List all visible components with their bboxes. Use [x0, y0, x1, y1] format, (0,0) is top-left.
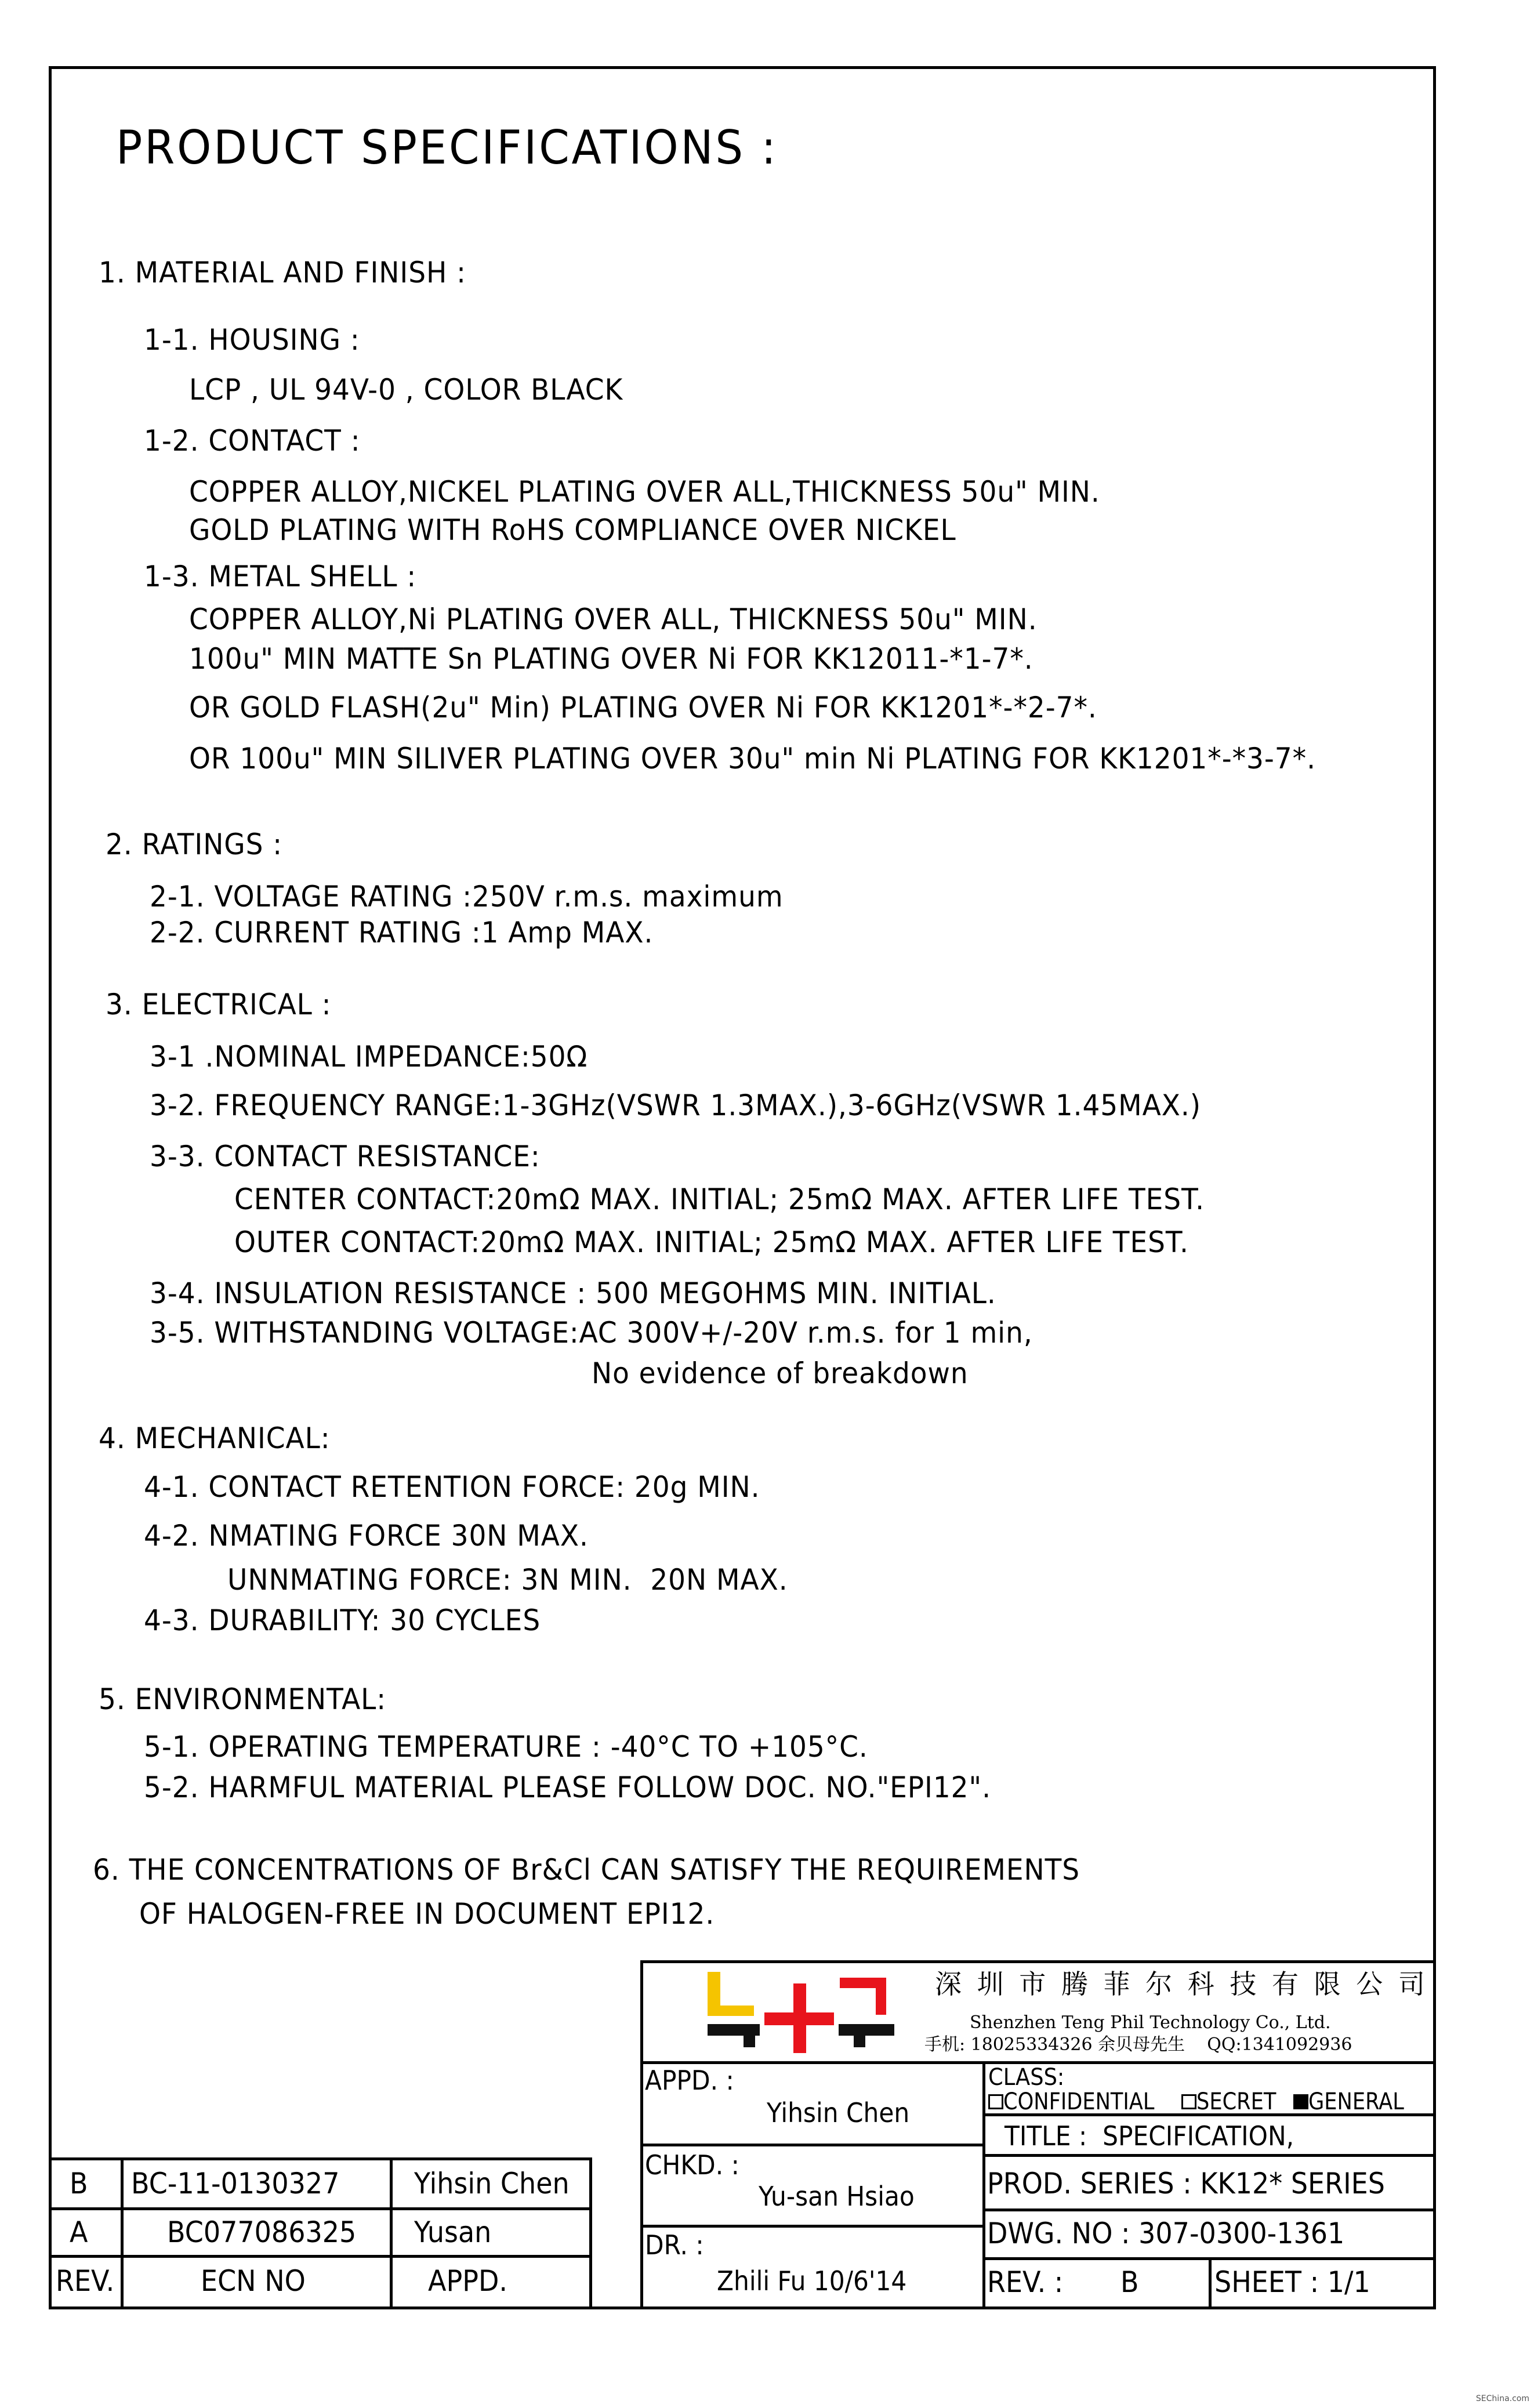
tb-dwg-no: DWG. NO : 307-0300-1361 [987, 2217, 1345, 2250]
appd-label: APPD. : [645, 2065, 734, 2096]
tb-top-border [640, 1960, 1436, 1963]
page-title: PRODUCT SPECIFICATIONS : [116, 121, 778, 175]
section-halogen: 6. THE CONCENTRATIONS OF Br&Cl CAN SATISFY THE REQUIREMENTS [93, 1853, 1080, 1887]
general-label: GENERAL [1308, 2088, 1405, 2115]
tb-rev-value: B [1120, 2265, 1139, 2299]
item-contact: 1-2. CONTACT : [144, 424, 361, 458]
rev-row-a-appd: Yusan [414, 2215, 492, 2249]
retention-force: 4-1. CONTACT RETENTION FORCE: 20g MIN. [144, 1470, 760, 1504]
secret-label: SECRET [1196, 2088, 1276, 2115]
rev-table-col-1 [121, 2157, 124, 2309]
halogen-detail: OF HALOGEN-FREE IN DOCUMENT EPI12. [139, 1897, 715, 1931]
shell-detail-2: 100u" MIN MATTE Sn PLATING OVER Ni FOR KK12011-*1-7*. [189, 642, 1033, 676]
watermark: SEChina.com [1475, 2394, 1529, 2403]
tb-rev-label: REV. : [987, 2265, 1064, 2299]
general-checkbox-checked[interactable] [1293, 2094, 1308, 2109]
logo-red-side-right [876, 1978, 886, 2015]
rev-table-col-2 [390, 2157, 393, 2309]
item-metal-shell: 1-3. METAL SHELL : [144, 560, 417, 593]
rev-row-a-ecn: BC077086325 [167, 2215, 357, 2249]
rev-table-top [49, 2157, 592, 2160]
chkd-name: Yu-san Hsiao [759, 2181, 915, 2212]
company-logo [702, 1972, 899, 2053]
tb-mid-divider [982, 2061, 985, 2309]
rev-row-b-rev: B [70, 2167, 88, 2200]
confidential-label: CONFIDENTIAL [1003, 2088, 1155, 2115]
tb-sheet: SHEET : 1/1 [1214, 2265, 1370, 2299]
unmating-force: UNNMATING FORCE: 3N MIN. 20N MAX. [227, 1563, 788, 1597]
current-rating: 2-2. CURRENT RATING :1 Amp MAX. [150, 916, 654, 949]
section-environmental: 5. ENVIRONMENTAL: [99, 1682, 387, 1716]
class-options [988, 2089, 1417, 2115]
tb-chkd-bottom [640, 2225, 984, 2228]
rev-table-row-divider-1 [49, 2207, 592, 2210]
logo-red-cross-v [793, 1983, 806, 2053]
housing-detail: LCP , UL 94V-0 , COLOR BLACK [189, 373, 623, 407]
mating-force: 4-2. NMATING FORCE 30N MAX. [144, 1519, 589, 1553]
center-contact: CENTER CONTACT:20mΩ MAX. INITIAL; 25mΩ MAX. AFTER LIFE TEST. [234, 1183, 1205, 1216]
frequency-range: 3-2. FREQUENCY RANGE:1-3GHz(VSWR 1.3MAX.),3-6GHz(VSWR 1.45MAX.) [150, 1089, 1202, 1122]
tb-appd-bottom [640, 2144, 984, 2146]
logo-yellow-foot-left [708, 2006, 754, 2016]
logo-black-stem-right [854, 2024, 865, 2047]
section-material: 1. MATERIAL AND FINISH : [99, 256, 466, 289]
tb-series: PROD. SERIES : KK12* SERIES [987, 2167, 1385, 2200]
nominal-impedance: 3-1 .NOMINAL IMPEDANCE:50Ω [150, 1040, 588, 1074]
logo-black-bar-right [839, 2024, 894, 2036]
company-name-cn: 深 圳 市 腾 菲 尔 科 技 有 限 公 司 [935, 1968, 1428, 2000]
secret-checkbox[interactable] [1181, 2094, 1196, 2109]
operating-temperature: 5-1. OPERATING TEMPERATURE : -40°C TO +105°C. [144, 1730, 868, 1764]
tb-series-bottom [982, 2208, 1436, 2211]
class-label: CLASS: [988, 2064, 1065, 2091]
contact-detail-2: GOLD PLATING WITH RoHS COMPLIANCE OVER NICKEL [189, 513, 956, 547]
appd-name: Yihsin Chen [767, 2097, 910, 2128]
confidential-checkbox[interactable] [988, 2094, 1003, 2109]
dr-name: Zhili Fu 10/6'14 [717, 2265, 907, 2297]
contact-resistance: 3-3. CONTACT RESISTANCE: [150, 1140, 541, 1173]
company-name-en: Shenzhen Teng Phil Technology Co., Ltd. [970, 2012, 1331, 2033]
section-mechanical: 4. MECHANICAL: [99, 1421, 331, 1455]
rev-header-rev: REV. [56, 2264, 115, 2298]
section-electrical: 3. ELECTRICAL : [106, 988, 332, 1021]
voltage-rating: 2-1. VOLTAGE RATING :250V r.m.s. maximum [150, 880, 784, 913]
rev-header-appd: APPD. [428, 2264, 507, 2298]
tb-title: TITLE : SPECIFICATION, [1004, 2120, 1294, 2152]
withstanding-voltage: 3-5. WITHSTANDING VOLTAGE:AC 300V+/-20V r.m.s. for 1 min, [150, 1316, 1033, 1350]
insulation-resistance: 3-4. INSULATION RESISTANCE : 500 MEGOHMS MIN. INITIAL. [150, 1276, 996, 1310]
rev-row-a-rev: A [70, 2215, 88, 2249]
item-housing: 1-1. HOUSING : [144, 323, 360, 357]
durability: 4-3. DURABILITY: 30 CYCLES [144, 1604, 541, 1637]
rev-table-right [589, 2157, 592, 2309]
rev-row-b-ecn: BC-11-0130327 [131, 2167, 340, 2200]
shell-detail-1: COPPER ALLOY,Ni PLATING OVER ALL, THICKNESS 50u" MIN. [189, 603, 1038, 636]
company-contact: 手机: 18025334326 余贝母先生 QQ:1341092936 [924, 2035, 1352, 2055]
tb-left-border [640, 1960, 643, 2309]
tb-rev-sheet-divider [1209, 2257, 1212, 2309]
rev-table-row-divider-2 [49, 2255, 592, 2258]
contact-detail-1: COPPER ALLOY,NICKEL PLATING OVER ALL,THICKNESS 50u" MIN. [189, 475, 1100, 509]
outer-contact: OUTER CONTACT:20mΩ MAX. INITIAL; 25mΩ MAX. AFTER LIFE TEST. [234, 1225, 1189, 1259]
chkd-label: CHKD. : [645, 2149, 739, 2181]
rev-row-b-appd: Yihsin Chen [414, 2167, 570, 2200]
tb-title-bottom [982, 2154, 1436, 2157]
section-ratings: 2. RATINGS : [106, 828, 283, 861]
logo-black-stem-left [744, 2024, 755, 2047]
rev-header-ecn: ECN NO [201, 2264, 306, 2298]
harmful-material: 5-2. HARMFUL MATERIAL PLEASE FOLLOW DOC. NO."EPI12". [144, 1771, 991, 1804]
no-breakdown: No evidence of breakdown [592, 1357, 969, 1390]
shell-detail-4: OR 100u" MIN SILIVER PLATING OVER 30u" min Ni PLATING FOR KK1201*-*3-7*. [189, 742, 1316, 775]
shell-detail-3: OR GOLD FLASH(2u" Min) PLATING OVER Ni FOR KK1201*-*2-7*. [189, 691, 1097, 724]
dr-label: DR. : [645, 2229, 704, 2261]
